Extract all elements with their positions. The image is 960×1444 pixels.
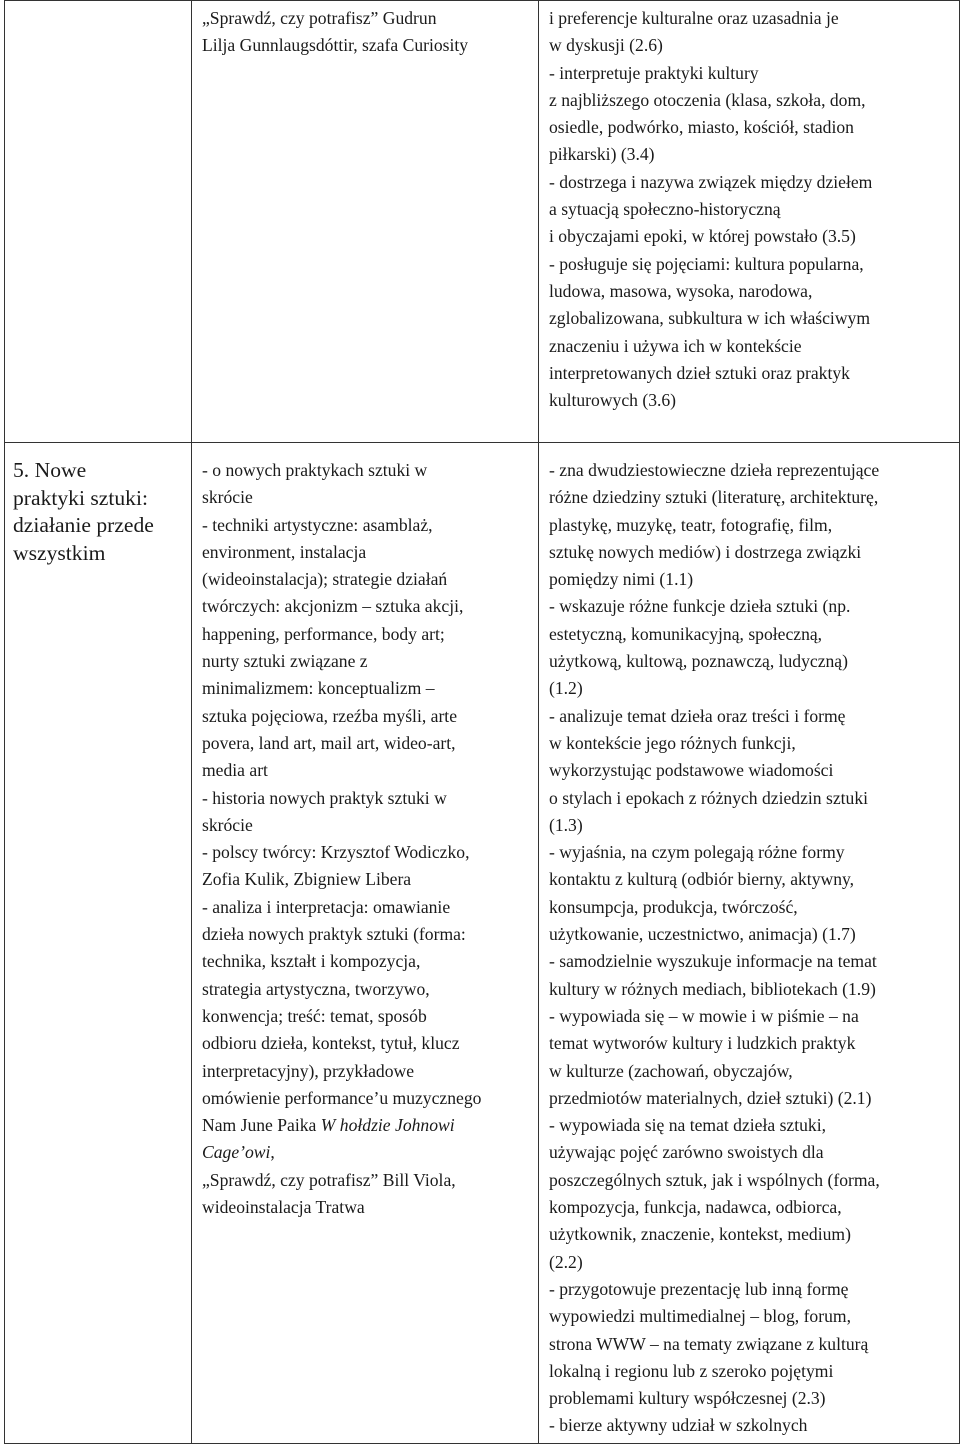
text-line: - analiza i interpretacja: omawianie (202, 896, 451, 917)
text-line: minimalizmem: konceptualizm – (202, 678, 435, 699)
content-text (192, 443, 538, 1221)
topic-title (5, 443, 191, 567)
text-line: - interpretuje praktyki kultury (549, 62, 759, 83)
text-line: strona WWW – na tematy związane z kulturą (549, 1333, 869, 1354)
text-line: interpretacyjny), przykładowe (202, 1060, 415, 1081)
text-line: (1.2) (549, 678, 583, 699)
content-cell (192, 443, 539, 1444)
text-line: (2.2) (549, 1251, 583, 1272)
topic-cell (5, 443, 192, 1444)
text-line: - zna dwudziestowieczne dzieła reprezentujące (549, 460, 880, 480)
text-line: - historia nowych praktyk sztuki w (202, 787, 447, 808)
text-fragment: , (270, 1142, 275, 1163)
text-line: (1.3) (549, 814, 583, 835)
text-line: „Sprawdź, czy potrafisz” Gudrun (202, 8, 437, 28)
text-line: z najbliższego otoczenia (klasa, szkoła, dom, (549, 89, 866, 110)
text-line: - dostrzega i nazywa związek między dziełem (549, 171, 873, 192)
text-line: dzieła nowych praktyk sztuki (forma: (202, 924, 466, 945)
text-line (202, 1112, 534, 1139)
text-line: sztuka pojęciowa, rzeźba myśli, arte (202, 705, 457, 726)
text-line: poszczególnych sztuk, jak i wspólnych (forma, (549, 1169, 880, 1190)
text-line: znaczeniu i używa ich w kontekście (549, 335, 802, 356)
text-line: o stylach i epokach z różnych dziedzin sztuki (549, 787, 869, 808)
text-line: w kontekście jego różnych funkcji, (549, 732, 796, 753)
text-line: w dyskusji (2.6) (549, 35, 663, 56)
text-line: sztukę nowych mediów) i dostrzega związki (549, 541, 862, 562)
text-line: povera, land art, mail art, wideo-art, (202, 732, 456, 753)
text-line: - przygotowuje prezentację lub inną formę (549, 1278, 849, 1299)
text-line: użytkownik, znaczenie, kontekst, medium) (549, 1224, 851, 1245)
text-line: Lilja Gunnlaugsdóttir, szafa Curiosity (202, 35, 469, 56)
text-line: odbioru dzieła, kontekst, tytuł, klucz (202, 1033, 460, 1054)
outcomes-text (539, 443, 959, 1440)
text-line: wypowiedzi multimedialnej – blog, forum, (549, 1306, 851, 1327)
text-line: wideoinstalacja Tratwa (202, 1197, 365, 1218)
text-line: - o nowych praktykach sztuki w (202, 460, 428, 480)
text-line: strategia artystyczna, tworzywo, (202, 978, 430, 999)
content-cell (192, 1, 539, 443)
text-line: - analizuje temat dzieła oraz treści i formę (549, 705, 846, 726)
text-line: skrócie (202, 487, 253, 508)
text-line: happening, performance, body art; (202, 623, 445, 644)
text-line: twórczych: akcjonizm – sztuka akcji, (202, 596, 464, 617)
outcomes-cell (539, 1, 960, 443)
text-line: „Sprawdź, czy potrafisz” Bill Viola, (202, 1169, 456, 1190)
text-line: technika, kształt i kompozycja, (202, 951, 421, 972)
text-line: - wyjaśnia, na czym polegają różne formy (549, 842, 845, 863)
outcomes-cell (539, 443, 960, 1444)
content-text (192, 1, 538, 60)
text-line: estetyczną, komunikacyjną, społeczną, (549, 623, 823, 644)
text-line: - wskazuje różne funkcje dzieła sztuki (np. (549, 596, 851, 617)
text-line: pomiędzy nimi (1.1) (549, 569, 694, 590)
text-line: i preferencje kulturalne oraz uzasadnia je (549, 8, 839, 28)
text-line: użytkową, kultową, poznawczą, ludyczną) (549, 651, 848, 672)
text-line: piłkarski) (3.4) (549, 144, 655, 165)
text-fragment: Nam June Paika (202, 1115, 321, 1136)
text-line: różne dziedziny sztuki (literaturę, architekturę, (549, 487, 879, 508)
text-line: używając pojęć zarówno swoistych dla (549, 1142, 824, 1163)
text-line: i obyczajami epoki, w której powstało (3.5) (549, 226, 856, 247)
text-line: problemami kultury współczesnej (2.3) (549, 1388, 826, 1409)
text-line: lokalną i regionu lub z szeroko pojętymi (549, 1360, 834, 1381)
text-line: interpretowanych dzieł sztuki oraz praktyk (549, 362, 850, 383)
text-line: 5. Nowe (13, 458, 87, 482)
text-line: wszystkim (13, 540, 106, 565)
text-line: osiedle, podwórko, miasto, kościół, stadion (549, 117, 854, 138)
text-line: - samodzielnie wyszukuje informacje na temat (549, 951, 877, 972)
text-line: a sytuacją społeczno-historyczną (549, 199, 781, 220)
text-line: nurty sztuki związane z (202, 651, 368, 672)
text-line: konwencja; treść: temat, sposób (202, 1005, 427, 1026)
text-line: temat wytworów kultury i ludzkich praktyk (549, 1033, 856, 1054)
text-line: media art (202, 760, 268, 781)
text-line: kompozycja, funkcja, nadawca, odbiorca, (549, 1197, 842, 1218)
text-line: skrócie (202, 814, 253, 835)
text-line: - techniki artystyczne: asamblaż, (202, 514, 433, 535)
text-line: przedmiotów materialnych, dzieł sztuki) (2.1) (549, 1087, 872, 1108)
curriculum-table (4, 0, 960, 1444)
text-line: plastykę, muzykę, teatr, fotografię, film, (549, 514, 833, 535)
table-row (5, 443, 960, 1444)
text-line: konsumpcja, produkcja, twórczość, (549, 896, 798, 917)
content-lines (202, 457, 534, 1112)
text-line: działanie przede (13, 513, 154, 538)
text-line: environment, instalacja (202, 541, 367, 562)
text-line: ludowa, masowa, wysoka, narodowa, (549, 280, 813, 301)
text-line: (wideoinstalacja); strategie działań (202, 569, 448, 590)
text-line: wykorzystując podstawowe wiadomości (549, 760, 834, 781)
text-line (202, 1139, 534, 1166)
text-line: kultury w różnych mediach, bibliotekach (1.9) (549, 978, 876, 999)
topic-cell (5, 1, 192, 443)
work-title: W hołdzie Johnowi (320, 1115, 455, 1136)
text-line: - polscy twórcy: Krzysztof Wodiczko, (202, 842, 470, 863)
text-line: w kulturze (zachowań, obyczajów, (549, 1060, 793, 1081)
text-line: kulturowych (3.6) (549, 390, 677, 411)
table-row (5, 1, 960, 443)
outcomes-text (539, 1, 959, 414)
text-line: - wypowiada się na temat dzieła sztuki, (549, 1115, 827, 1136)
text-line: - wypowiada się – w mowie i w piśmie – na (549, 1005, 859, 1026)
text-line: użytkowanie, uczestnictwo, animacja) (1.7) (549, 924, 856, 945)
text-line: - bierze aktywny udział w szkolnych (549, 1415, 808, 1436)
text-line: - posługuje się pojęciami: kultura popularna, (549, 253, 864, 274)
text-line: praktyki sztuki: (13, 485, 148, 510)
text-line: Zofia Kulik, Zbigniew Libera (202, 869, 412, 890)
work-title: Cage’owi (202, 1142, 271, 1163)
text-line: zglobalizowana, subkultura w ich właściwym (549, 308, 871, 329)
text-line: omówienie performance’u muzycznego (202, 1087, 482, 1108)
text-line: kontaktu z kulturą (odbiór bierny, aktywny, (549, 869, 855, 890)
content-lines (202, 1167, 534, 1222)
